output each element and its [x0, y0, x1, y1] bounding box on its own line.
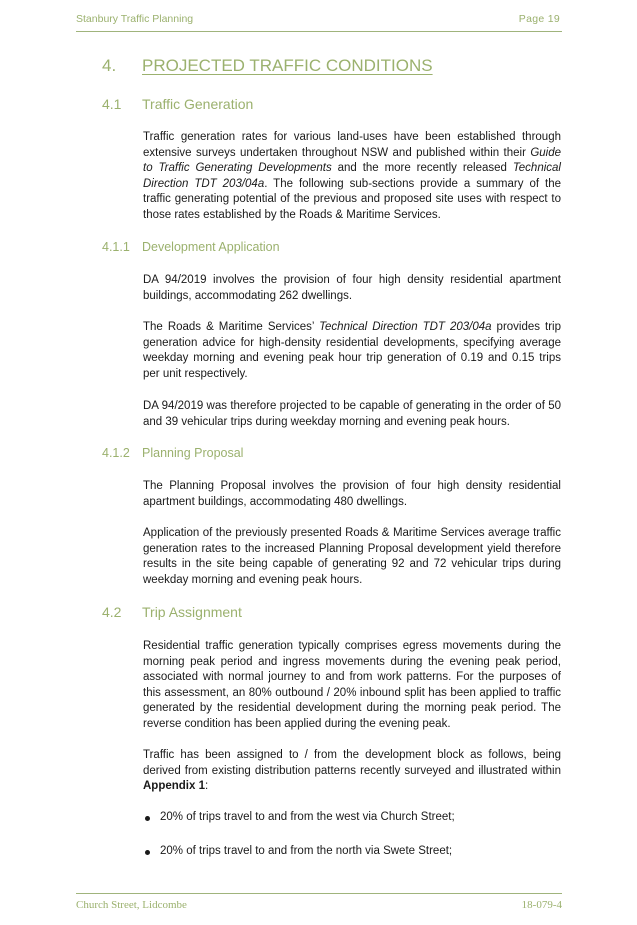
header-page-number: Page 19 [518, 13, 560, 25]
section-4-title: PROJECTED TRAFFIC CONDITIONS [142, 56, 433, 75]
text-run: : [204, 780, 209, 793]
text-run: The Roads & Maritime Services’ [143, 321, 320, 333]
page-header [76, 13, 562, 32]
da-paragraph-3: DA 94/2019 was therefore projected to be capable of generating in the order of 50 and 39 vehicular trips during weekday morning and evening peak hours. [143, 400, 561, 428]
section-4-2-number: 4.2 [102, 604, 122, 620]
text-run: and the more recently released [331, 162, 513, 175]
section-4-1-1-number: 4.1.1 [102, 240, 130, 254]
section-4-1-2-title: Planning Proposal [142, 446, 244, 460]
text-run: Traffic has been assigned to / from the development block as follows, being derived from existing distribution patterns recently surveyed and illustrated within [143, 749, 561, 777]
footer-location: Church Street, Lidcombe [76, 899, 187, 911]
trip-assignment-paragraph-2 [143, 748, 561, 795]
da-paragraph-2 [143, 320, 561, 382]
trip-assignment-paragraph-1: Residential traffic generation typically comprises egress movements during the morning peak period and ingress movements during the evening peak period, associated with normal journey to and from work patterns. For the purposes of this assessment, an 80% outbound / 20% inbound split has been applied to traffic generated by the residential development during the morning peak period. The reverse condition has been applied during the evening peak. [143, 640, 561, 730]
text-run: . The following sub-sections provide a summary of the traffic generating potential of the previous and proposed site uses with respect to those rates established by the Roads & Maritime Services. [143, 177, 561, 221]
appendix-reference: Appendix 1 [143, 780, 205, 793]
footer-reference: 18-079-4 [521, 899, 562, 911]
section-4-number: 4. [102, 56, 117, 75]
guide-title: Guide to Traffic Generating Developments [143, 146, 561, 175]
bullet-icon [145, 816, 150, 821]
section-4-1-2-number: 4.1.2 [102, 446, 130, 460]
page-footer [76, 893, 562, 914]
section-4-1-number: 4.1 [102, 96, 122, 112]
header-company: Stanbury Traffic Planning [76, 13, 194, 25]
technical-direction-title: Technical Direction TDT 203/04a [143, 162, 561, 190]
section-4-2-title: Trip Assignment [142, 604, 242, 620]
text-run: provides trip generation advice for high-density residential developments, specifying average weekday morning and evening peak hour trip generation of 0.19 and 0.15 trips per unit respectively. [143, 321, 561, 380]
planning-proposal-paragraph-1: The Planning Proposal involves the provision of four high density residential apartment buildings, accommodating 480 dwellings. [143, 480, 561, 508]
list-item-text: 20% of trips travel to and from the west via Church Street; [160, 811, 455, 823]
list-item-text: 20% of trips travel to and from the north via Swete Street; [160, 845, 453, 857]
text-run: Traffic generation rates for various land-uses have been established through extensive surveys undertaken throughout NSW and published within their [143, 131, 561, 159]
section-4-1-title: Traffic Generation [142, 96, 254, 112]
da-paragraph-1: DA 94/2019 involves the provision of four high density residential apartment buildings, accommodating 262 dwellings. [143, 274, 561, 302]
technical-direction-title: Technical Direction TDT 203/04a [319, 321, 492, 333]
section-4-1-1-title: Development Application [142, 240, 280, 254]
traffic-generation-paragraph [143, 130, 561, 224]
planning-proposal-paragraph-2: Application of the previously presented Roads & Maritime Services average traffic generation rates to the increased Planning Proposal development yield therefore results in the site being capable of generating 92 and 72 vehicular trips during weekday morning and evening peak hours. [143, 527, 561, 586]
bullet-icon [145, 850, 150, 855]
